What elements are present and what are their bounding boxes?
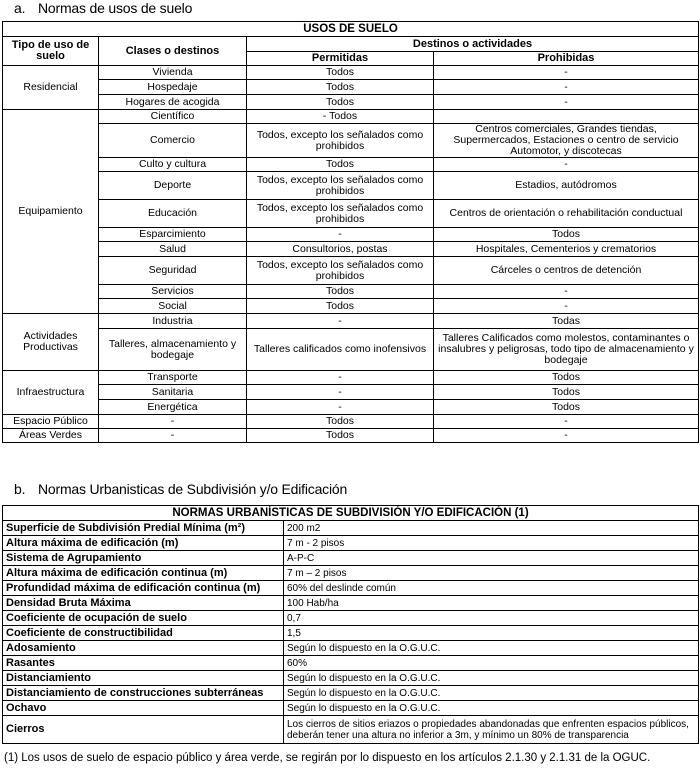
prohibidas-cell: Cárceles o centros de detención (434, 257, 699, 285)
norma-value: Según lo dispuesto en la O.G.U.C. (284, 641, 699, 656)
norma-label: Altura máxima de edificación (m) (3, 536, 284, 551)
norma-label: Sistema de Agrupamiento (3, 551, 284, 566)
clase-cell: Transporte (99, 371, 247, 385)
permitidas-cell: - (247, 385, 434, 400)
permitidas-cell: Consultorios, postas (247, 242, 434, 257)
permitidas-cell: Todos (247, 66, 434, 80)
clase-cell: Social (99, 299, 247, 314)
norma-label: Altura máxima de edificación continua (m) (3, 566, 284, 581)
norma-value: 7 m - 2 pisos (284, 536, 699, 551)
table-row (3, 641, 699, 656)
table-row (3, 521, 699, 536)
norma-value: 60% (284, 656, 699, 671)
norma-value: 100 Hab/ha (284, 596, 699, 611)
clase-cell: Salud (99, 242, 247, 257)
permitidas-cell: Todos (247, 158, 434, 172)
norma-label: Superficie de Subdivisión Predial Mínima (m²) (3, 521, 284, 536)
permitidas-cell: - (247, 400, 434, 415)
table-row (3, 228, 699, 242)
prohibidas-cell: Centros de orientación o rehabilitación conductual (434, 200, 699, 228)
table-row (3, 671, 699, 686)
table-row (3, 299, 699, 314)
tipo-cell: Infraestructura (3, 371, 99, 415)
norma-label: Ochavo (3, 701, 284, 716)
norma-label: Coeficiente de constructibilidad (3, 626, 284, 641)
section-b-heading (14, 481, 347, 497)
clase-cell: - (99, 415, 247, 429)
clase-cell: Culto y cultura (99, 158, 247, 172)
table-row (3, 596, 699, 611)
table-row (3, 626, 699, 641)
tipo-cell: Actividades Productivas (3, 314, 99, 371)
prohibidas-cell: Todos (434, 371, 699, 385)
prohibidas-cell: - (434, 95, 699, 110)
footnote: (1) Los usos de suelo de espacio público y área verde, se regirán por lo dispuesto en los artículos 2.1.30 y 2.1.31 de la OGUC. (4, 752, 651, 764)
table-row (3, 95, 699, 110)
permitidas-cell: Todos (247, 80, 434, 95)
table-row (3, 66, 699, 80)
clase-cell: Servicios (99, 285, 247, 299)
permitidas-cell: - (247, 314, 434, 329)
norma-value: Los cierros de sitios eriazos o propiedades abandonadas que enfrenten espacios públicos, deberán tener una altura no inferior a 3m, y mínimo un 80% de transparencia (284, 716, 699, 744)
clase-cell: Deporte (99, 172, 247, 200)
norma-label: Distanciamiento (3, 671, 284, 686)
section-b-title: Normas Urbanisticas de Subdivisión y/o Edificación (38, 481, 348, 497)
table-row (3, 611, 699, 626)
normas-urbanisticas-table (2, 505, 699, 744)
norma-value: 0,7 (284, 611, 699, 626)
header-permitidas: Permitidas (247, 52, 434, 66)
prohibidas-cell: - (434, 80, 699, 95)
prohibidas-cell: Todos (434, 385, 699, 400)
table-row (3, 200, 699, 228)
clase-cell: Hospedaje (99, 80, 247, 95)
header-prohibidas: Prohibidas (434, 52, 699, 66)
table-row (3, 285, 699, 299)
tipo-cell: Espacio Público (3, 415, 99, 429)
prohibidas-cell: - (434, 415, 699, 429)
norma-value: 1,5 (284, 626, 699, 641)
prohibidas-cell: Hospitales, Cementerios y crematorios (434, 242, 699, 257)
prohibidas-cell: Centros comerciales, Grandes tiendas, Supermercados, Estaciones o centro de servicio Automotor, y discotecas (434, 124, 699, 158)
permitidas-cell: Todos (247, 285, 434, 299)
norma-label: Cierros (3, 716, 284, 744)
table-row (3, 257, 699, 285)
normas-table-title: NORMAS URBANÍSTICAS DE SUBDIVISIÓN Y/O EDIFICACIÓN (1) (3, 506, 699, 521)
table-row (3, 400, 699, 415)
table-row (3, 314, 699, 329)
clase-cell: Esparcimiento (99, 228, 247, 242)
prohibidas-cell: - (434, 158, 699, 172)
header-tipo: Tipo de uso de suelo (3, 37, 99, 66)
prohibidas-cell: Todas (434, 314, 699, 329)
clase-cell: Educación (99, 200, 247, 228)
prohibidas-cell: - (434, 66, 699, 80)
prohibidas-cell: - (434, 299, 699, 314)
clase-cell: Sanitaria (99, 385, 247, 400)
table-row (3, 415, 699, 429)
clase-cell: Comercio (99, 124, 247, 158)
section-a-label: a. (14, 0, 26, 16)
permitidas-cell: - (247, 371, 434, 385)
section-a-title: Normas de usos de suelo (38, 0, 193, 16)
norma-label: Coeficiente de ocupación de suelo (3, 611, 284, 626)
clase-cell: Talleres, almacenamiento y bodegaje (99, 329, 247, 371)
table-row (3, 385, 699, 400)
clase-cell: Científico (99, 110, 247, 124)
permitidas-cell: Todos (247, 299, 434, 314)
permitidas-cell: Todos, excepto los señalados como prohibidos (247, 200, 434, 228)
table-row (3, 242, 699, 257)
clase-cell: Hogares de acogida (99, 95, 247, 110)
prohibidas-cell: - (434, 429, 699, 443)
table-row (3, 551, 699, 566)
prohibidas-cell (434, 110, 699, 124)
permitidas-cell: Todos (247, 95, 434, 110)
table-row (3, 566, 699, 581)
table-row (3, 701, 699, 716)
table-row (3, 429, 699, 443)
permitidas-cell: Todos (247, 429, 434, 443)
prohibidas-cell: - (434, 285, 699, 299)
tipo-cell: Áreas Verdes (3, 429, 99, 443)
norma-value: 200 m2 (284, 521, 699, 536)
norma-value: 60% del deslinde común (284, 581, 699, 596)
table-row (3, 158, 699, 172)
clase-cell: Energética (99, 400, 247, 415)
clase-cell: Vivienda (99, 66, 247, 80)
header-destinos: Destinos o actividades (247, 37, 699, 52)
section-a-heading (14, 0, 192, 16)
clase-cell: Industria (99, 314, 247, 329)
table-row (3, 329, 699, 371)
tipo-cell: Equipamiento (3, 110, 99, 314)
table-row (3, 172, 699, 200)
permitidas-cell: Todos (247, 415, 434, 429)
prohibidas-cell: Todos (434, 228, 699, 242)
permitidas-cell: Talleres calificados como inofensivos (247, 329, 434, 371)
permitidas-cell: Todos, excepto los señalados como prohibidos (247, 124, 434, 158)
norma-value: 7 m – 2 pisos (284, 566, 699, 581)
usos-table-title: USOS DE SUELO (3, 22, 699, 37)
tipo-cell: Residencial (3, 66, 99, 110)
norma-label: Distanciamiento de construcciones subterráneas (3, 686, 284, 701)
norma-value: Según lo dispuesto en la O.G.U.C. (284, 686, 699, 701)
table-row (3, 581, 699, 596)
table-row (3, 656, 699, 671)
prohibidas-cell: Todos (434, 400, 699, 415)
table-row (3, 716, 699, 744)
norma-label: Profundidad máxima de edificación continua (m) (3, 581, 284, 596)
prohibidas-cell: Estadios, autódromos (434, 172, 699, 200)
permitidas-cell: - Todos (247, 110, 434, 124)
clase-cell: Seguridad (99, 257, 247, 285)
permitidas-cell: - (247, 228, 434, 242)
permitidas-cell: Todos, excepto los señalados como prohibidos (247, 172, 434, 200)
permitidas-cell: Todos, excepto los señalados como prohibidos (247, 257, 434, 285)
table-row (3, 686, 699, 701)
header-clases: Clases o destinos (99, 37, 247, 66)
norma-value: Según lo dispuesto en la O.G.U.C. (284, 671, 699, 686)
table-row (3, 110, 699, 124)
usos-de-suelo-table (2, 21, 699, 443)
norma-label: Adosamiento (3, 641, 284, 656)
norma-label: Rasantes (3, 656, 284, 671)
table-row (3, 124, 699, 158)
norma-label: Densidad Bruta Máxima (3, 596, 284, 611)
prohibidas-cell: Talleres Calificados como molestos, contaminantes o insalubres y peligrosas, todo tipo de almacenamiento y bodegaje (434, 329, 699, 371)
table-row (3, 80, 699, 95)
norma-value: A-P-C (284, 551, 699, 566)
table-row (3, 371, 699, 385)
clase-cell: - (99, 429, 247, 443)
section-b-label: b. (14, 481, 26, 497)
table-row (3, 536, 699, 551)
norma-value: Según lo dispuesto en la O.G.U.C. (284, 701, 699, 716)
